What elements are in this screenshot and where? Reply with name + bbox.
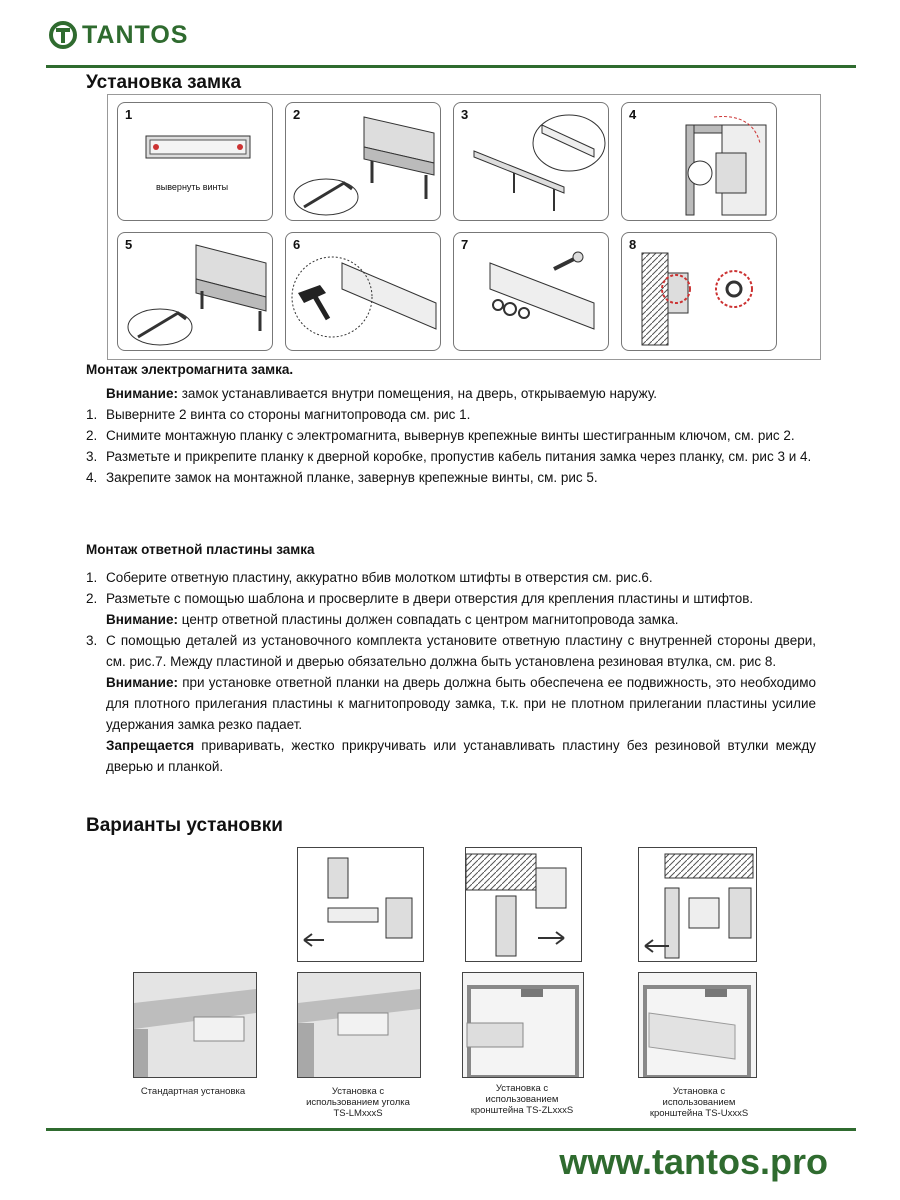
note xyxy=(86,383,816,404)
door-frame-illustration xyxy=(622,103,776,220)
mount-plate-steps xyxy=(86,567,816,777)
mount-plate-title: Монтаж ответной пластины замка xyxy=(86,542,315,557)
variant-diagram-1 xyxy=(297,847,424,962)
door-lock-photo xyxy=(639,973,756,1077)
variant-photo-1 xyxy=(133,972,257,1078)
figure-number: 6 xyxy=(293,237,301,252)
figure-number: 3 xyxy=(461,107,469,122)
list-item: 4. Закрепите замок на монтажной планке, завернув крепежные винты, см. рис 5. xyxy=(86,470,598,485)
variant-photo-3 xyxy=(462,972,584,1078)
variant-caption-3: Установка с использованием кронштейна TS-ZLxxxS xyxy=(470,1083,574,1116)
hex-key-illustration xyxy=(286,103,440,220)
variant-diagram-3 xyxy=(638,847,757,962)
side-section-illustration xyxy=(639,848,756,961)
note-label: Внимание: xyxy=(106,386,178,401)
variant-caption-1: Стандартная установка xyxy=(140,1086,246,1097)
list-item: 1. Выверните 2 винта со стороны магнитопровода см. рис 1. xyxy=(86,407,471,422)
figure-4 xyxy=(621,102,777,221)
figure-number: 2 xyxy=(293,107,301,122)
lock-body-illustration xyxy=(118,103,272,220)
tantos-logo-icon xyxy=(48,20,78,50)
mount-magnet-title: Монтаж электромагнита замка. xyxy=(86,362,294,377)
armature-plate-illustration xyxy=(454,233,608,350)
mount-magnet-steps xyxy=(86,383,816,488)
figure-3 xyxy=(453,102,609,221)
figure-5 xyxy=(117,232,273,351)
list-item: 2. Разметьте с помощью шаблона и просверлите в двери отверстия для крепления пластины и штифтов. xyxy=(86,591,754,606)
door-lock-photo xyxy=(298,973,420,1077)
figure-6 xyxy=(285,232,441,351)
variant-diagram-2 xyxy=(465,847,582,962)
variant-caption-4: Установка с использованием кронштейна TS-UxxxS xyxy=(649,1086,749,1119)
variant-caption-2: Установка с использованием уголка TS-LMxxxS xyxy=(306,1086,410,1119)
figure-1-label: вывернуть винты xyxy=(156,182,229,192)
section-title-variants: Варианты установки xyxy=(86,815,283,836)
warning: Запрещается приваривать, жестко прикручивать или устанавливать пластину без резиновой втулки между дверью и планкой. xyxy=(106,738,816,774)
note: Внимание: центр ответной пластины должен совпадать с центром магнитопровода замка. xyxy=(106,612,679,627)
note-text: замок устанавливается внутри помещения, на дверь, открываемую наружу. xyxy=(177,386,658,401)
variant-photo-2 xyxy=(297,972,421,1078)
footer-divider xyxy=(46,1128,856,1131)
variant-photo-4 xyxy=(638,972,757,1078)
installation-figures xyxy=(107,94,821,360)
side-section-illustration xyxy=(466,848,581,961)
figure-number: 7 xyxy=(461,237,469,252)
list-item: 3. С помощью деталей из установочного комплекта установите ответную пластину с внутренней стороны двери, см. рис.7. Между пластиной и дверью обязательно должна быть установлена резиновая втулка, см. рис 8. xyxy=(86,633,816,669)
door-lock-photo xyxy=(134,973,256,1077)
list-item: 3. Разметьте и прикрепите планку к дверной коробке, пропустив кабель питания замка через планку, см. рис 3 и 4. xyxy=(86,449,812,464)
rubber-bushing-illustration xyxy=(622,233,776,350)
hammer-pins-illustration xyxy=(286,233,440,350)
header-divider xyxy=(46,65,856,68)
figure-number: 1 xyxy=(125,107,133,122)
section-title-install: Установка замка xyxy=(86,72,242,93)
list-item: 2. Снимите монтажную планку с электромагнита, вывернув крепежные винты шестигранным ключом, см. рис 2. xyxy=(86,428,795,443)
figure-number: 4 xyxy=(629,107,637,122)
door-lock-photo xyxy=(463,973,583,1077)
figure-number: 8 xyxy=(629,237,637,252)
brand-name: TANTOS xyxy=(82,20,189,49)
lock-mounting-illustration xyxy=(118,233,272,350)
list-item: 1. Соберите ответную пластину, аккуратно вбив молотком штифты в отверстия см. рис.6. xyxy=(86,570,653,585)
figure-7 xyxy=(453,232,609,351)
side-section-illustration xyxy=(298,848,423,961)
figure-2 xyxy=(285,102,441,221)
note: Внимание: при установке ответной планки на дверь должна быть обеспечена ее подвижность, это необходимо для плотного прилегания пластины к магнитопроводу замка, т.к. при не плотном прилегании пластины усилие удержания замка резко падает. xyxy=(106,675,816,732)
mounting-plate-illustration xyxy=(454,103,608,220)
figure-8 xyxy=(621,232,777,351)
figure-number: 5 xyxy=(125,237,133,252)
figure-1 xyxy=(117,102,273,221)
website-link[interactable]: www.tantos.pro xyxy=(559,1141,828,1182)
brand-logo xyxy=(48,20,188,50)
